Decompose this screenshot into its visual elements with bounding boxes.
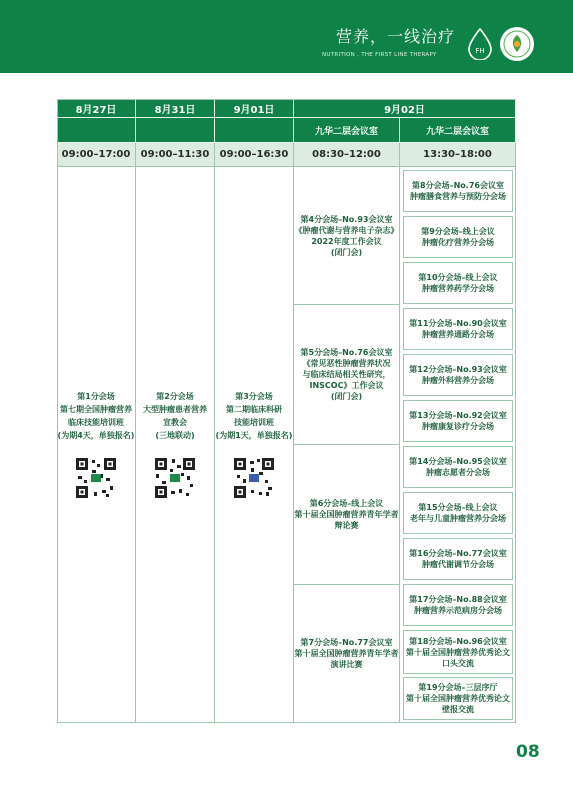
venue-2-line: 大型肿瘤患者营养 bbox=[143, 404, 207, 414]
morning-4-line: 第7分会场–No.77会议室 bbox=[300, 638, 393, 647]
afternoon-19-line: 壁报交流 bbox=[442, 705, 474, 714]
page-header bbox=[0, 0, 573, 73]
room-afternoon: 九华二层会议室 bbox=[400, 118, 516, 143]
header-title: 营养，一线治疗 bbox=[336, 27, 456, 46]
afternoon-11-line: 第11分会场–No.90会议室 bbox=[409, 319, 507, 328]
date-header-4: 9月02日 bbox=[294, 99, 516, 118]
qr-code-icon[interactable] bbox=[153, 456, 197, 500]
morning-2-line: 第5分会场–No.76会议室 bbox=[300, 348, 393, 357]
afternoon-8-line: 第8分会场–No.76会议室 bbox=[412, 181, 504, 190]
morning-4-line: 第十届全国肿瘤营养青年学者 bbox=[294, 649, 399, 658]
morning-session-2 bbox=[294, 305, 400, 445]
morning-4-line: 演讲比赛 bbox=[330, 660, 363, 669]
afternoon-9-line: 肿瘤化疗营养分会场 bbox=[422, 238, 494, 247]
date-header-2: 8月31日 bbox=[136, 99, 215, 118]
afternoon-13-line: 肿瘤康复诊疗分会场 bbox=[422, 422, 494, 431]
afternoon-session-19 bbox=[403, 677, 513, 720]
qr-code-icon[interactable] bbox=[232, 456, 276, 500]
header-subtitle: NUTRITION , THE FIRST LINE THERAPY bbox=[322, 52, 437, 58]
room-morning: 九华二层会议室 bbox=[294, 118, 400, 143]
page-number: 08 bbox=[516, 742, 540, 762]
venue-3 bbox=[215, 167, 294, 723]
afternoon-17-line: 第17分会场–No.88会议室 bbox=[409, 595, 507, 604]
afternoon-14-line: 肿瘤志愿者分会场 bbox=[426, 468, 490, 477]
time-2: 09:00–11:30 bbox=[136, 143, 215, 167]
room-blank-2 bbox=[136, 118, 215, 143]
afternoon-session-15 bbox=[403, 492, 513, 534]
afternoon-18-line: 第十届全国肿瘤营养优秀论文 bbox=[406, 647, 510, 657]
time-1: 09:00–17:00 bbox=[57, 143, 136, 167]
venue-1-line: 第七期全国肿瘤营养 bbox=[60, 404, 132, 414]
room-blank-1 bbox=[57, 118, 136, 143]
afternoon-session-10 bbox=[403, 262, 513, 304]
venue-2-line: 宣教会 bbox=[163, 417, 187, 427]
time-4: 08:30–12:00 bbox=[294, 143, 400, 167]
afternoon-session-11 bbox=[403, 308, 513, 350]
date-header-1: 8月27日 bbox=[57, 99, 136, 118]
afternoon-15-line: 老年与儿童肿瘤营养分会场 bbox=[410, 514, 506, 523]
afternoon-10-line: 第10分会场–线上会议 bbox=[418, 273, 498, 282]
venue-3-line: (为期1天，单独报名) bbox=[215, 430, 293, 440]
venue-1-line: (为期4天，单独报名) bbox=[57, 430, 135, 440]
afternoon-session-8 bbox=[403, 170, 513, 212]
afternoon-19-line: 第19分会场–三层序厅 bbox=[418, 683, 498, 692]
date-header-3: 9月01日 bbox=[215, 99, 294, 118]
afternoon-15-line: 第15分会场–线上会议 bbox=[418, 503, 498, 512]
venue-3-line: 技能培训班 bbox=[234, 417, 274, 427]
morning-1-line: 2022年度工作会议 bbox=[311, 236, 382, 246]
morning-session-3 bbox=[294, 445, 400, 585]
fh-drop-logo-icon bbox=[467, 28, 493, 60]
afternoon-18-line: 第18分会场–No.96会议室 bbox=[409, 636, 507, 646]
afternoon-10-line: 肿瘤营养药学分会场 bbox=[422, 284, 494, 293]
afternoon-16-line: 第16分会场–No.77会议室 bbox=[409, 549, 507, 558]
logo-text: FH bbox=[475, 47, 485, 55]
morning-1-line: (闭门会) bbox=[330, 247, 363, 257]
morning-2-line: 《常见恶性肿瘤营养状况 bbox=[302, 359, 391, 368]
venue-2-line: (三地联动) bbox=[155, 430, 195, 440]
morning-3-line: 第6分会场–线上会议 bbox=[309, 499, 384, 508]
afternoon-9-line: 第9分会场–线上会议 bbox=[421, 227, 495, 236]
morning-1-line: 《肿瘤代谢与营养电子杂志》 bbox=[294, 225, 399, 235]
venue-3-line: 第二期临床科研 bbox=[226, 404, 282, 414]
morning-session-4 bbox=[294, 585, 400, 723]
time-3: 09:00–16:30 bbox=[215, 143, 294, 167]
venue-1 bbox=[57, 167, 136, 723]
afternoon-session-9 bbox=[403, 216, 513, 258]
afternoon-session-17 bbox=[403, 584, 513, 626]
afternoon-19-line: 第十届全国肿瘤营养优秀论文 bbox=[406, 694, 510, 703]
morning-2-line: (闭门会) bbox=[330, 392, 363, 401]
afternoon-11-line: 肿瘤营养通路分会场 bbox=[422, 330, 494, 339]
afternoon-12-line: 肿瘤外科营养分会场 bbox=[422, 376, 494, 385]
qr-code-icon[interactable] bbox=[74, 456, 118, 500]
afternoon-session-12 bbox=[403, 354, 513, 396]
afternoon-session-13 bbox=[403, 400, 513, 442]
afternoon-session-14 bbox=[403, 446, 513, 488]
morning-2-line: 与临床结局相关性研究， bbox=[302, 370, 391, 379]
time-5: 13:30–18:00 bbox=[400, 143, 516, 167]
venue-1-line: 第1分会场 bbox=[77, 391, 115, 401]
afternoon-session-16 bbox=[403, 538, 513, 580]
morning-3-line: 辩论赛 bbox=[334, 521, 359, 530]
afternoon-13-line: 第13分会场–No.92会议室 bbox=[409, 411, 507, 420]
afternoon-session-18 bbox=[403, 630, 513, 674]
venue-1-line: 临床技能培训班 bbox=[68, 417, 124, 427]
morning-2-line: INSCOC》工作会议 bbox=[309, 381, 384, 390]
venue-3-line: 第3分会场 bbox=[235, 391, 273, 401]
afternoon-14-line: 第14分会场–No.95会议室 bbox=[409, 457, 507, 466]
society-seal-logo-icon bbox=[500, 27, 534, 61]
schedule-table bbox=[57, 99, 516, 723]
afternoon-12-line: 第12分会场–No.93会议室 bbox=[409, 365, 507, 374]
morning-3-line: 第十届全国肿瘤营养青年学者 bbox=[294, 510, 399, 519]
morning-session-1 bbox=[294, 167, 400, 305]
afternoon-17-line: 肿瘤营养示范病房分会场 bbox=[414, 606, 502, 615]
afternoon-8-line: 肿瘤膳食营养与预防分会场 bbox=[410, 192, 506, 201]
morning-1-line: 第4分会场–No.93会议室 bbox=[300, 214, 393, 224]
afternoon-18-line: 口头交流 bbox=[442, 658, 474, 668]
afternoon-16-line: 肿瘤代谢调节分会场 bbox=[422, 560, 494, 569]
venue-2-line: 第2分会场 bbox=[156, 391, 194, 401]
venue-2 bbox=[136, 167, 215, 723]
room-blank-3 bbox=[215, 118, 294, 143]
